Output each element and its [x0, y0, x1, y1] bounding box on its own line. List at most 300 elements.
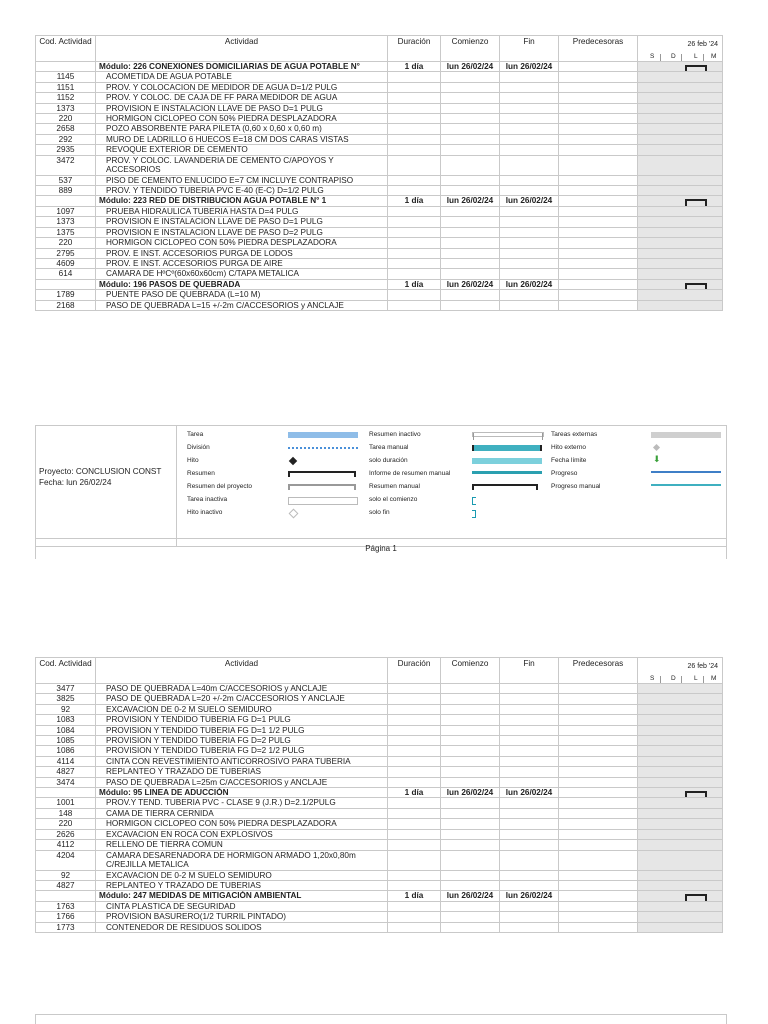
- summary-task-row[interactable]: [36, 196, 723, 206]
- task-predecessors: [559, 901, 638, 911]
- task-duration: [388, 238, 441, 248]
- task-duration: [388, 912, 441, 922]
- task-finish: [500, 227, 559, 237]
- task-finish: lun 26/02/24: [500, 62, 559, 72]
- task-finish: [500, 870, 559, 880]
- task-predecessors: [559, 196, 638, 206]
- task-duration: 1 día: [388, 62, 441, 72]
- task-finish: [500, 114, 559, 124]
- task-row[interactable]: [36, 134, 723, 144]
- task-start: lun 26/02/24: [441, 279, 500, 289]
- day-label: D: [671, 52, 676, 60]
- task-start: [441, 103, 500, 113]
- task-predecessors: [559, 912, 638, 922]
- task-start: [441, 227, 500, 237]
- task-id: 4112: [36, 840, 96, 850]
- task-predecessors: [559, 238, 638, 248]
- task-start: [441, 756, 500, 766]
- task-duration: [388, 103, 441, 113]
- gantt-chart-cell: [638, 124, 723, 134]
- task-id: 1151: [36, 82, 96, 92]
- task-duration: [388, 694, 441, 704]
- gantt-chart-cell: [638, 279, 723, 289]
- task-finish: [500, 798, 559, 808]
- gantt-chart-cell: [638, 290, 723, 300]
- task-duration: [388, 684, 441, 694]
- legend-label: solo duración: [369, 457, 408, 464]
- legend-label: Resumen: [187, 470, 215, 477]
- task-name: ACOMETIDA DE AGUA POTABLE: [96, 72, 388, 82]
- task-start: [441, 248, 500, 258]
- task-row[interactable]: [36, 840, 723, 850]
- task-finish: lun 26/02/24: [500, 788, 559, 798]
- task-finish: [500, 819, 559, 829]
- timescale-days: [638, 53, 722, 61]
- task-duration: [388, 186, 441, 196]
- task-row[interactable]: [36, 715, 723, 725]
- task-predecessors: [559, 175, 638, 185]
- task-id: 1375: [36, 227, 96, 237]
- summary-bar-icon: [288, 471, 356, 473]
- col-header-predecessors: Predecesoras: [559, 658, 638, 684]
- task-start: [441, 206, 500, 216]
- gantt-chart-cell: [638, 767, 723, 777]
- task-predecessors: [559, 736, 638, 746]
- task-finish: [500, 258, 559, 268]
- task-name: PROVISION E INSTALACION LLAVE DE PASO D=1 PULG: [96, 103, 388, 113]
- task-row[interactable]: [36, 248, 723, 258]
- project-date: Fecha: lun 26/02/24: [39, 478, 112, 487]
- task-row[interactable]: [36, 880, 723, 890]
- task-finish: [500, 269, 559, 279]
- external-tasks-bar-icon: [651, 432, 721, 438]
- task-id: [36, 788, 96, 798]
- task-duration: [388, 114, 441, 124]
- task-finish: [500, 238, 559, 248]
- task-finish: [500, 880, 559, 890]
- task-name: PROV.Y TEND. TUBERIA PVC - CLASE 9 (J.R.) D=2.1/2PULG: [96, 798, 388, 808]
- task-rows: [36, 684, 723, 933]
- task-predecessors: [559, 704, 638, 714]
- task-duration: [388, 227, 441, 237]
- manual-progress-line-icon: [651, 484, 721, 486]
- task-id: 2168: [36, 300, 96, 310]
- gantt-chart-cell: [638, 880, 723, 890]
- task-predecessors: [559, 269, 638, 279]
- task-predecessors: [559, 248, 638, 258]
- task-predecessors: [559, 114, 638, 124]
- task-row[interactable]: [36, 175, 723, 185]
- task-finish: [500, 217, 559, 227]
- task-row[interactable]: [36, 704, 723, 714]
- progress-line-icon: [651, 471, 721, 473]
- task-duration: [388, 798, 441, 808]
- task-name: EXCAVACION DE 0-2 M SUELO SEMIDURO: [96, 870, 388, 880]
- summary-task-row[interactable]: [36, 891, 723, 901]
- task-start: [441, 114, 500, 124]
- task-id: 614: [36, 269, 96, 279]
- task-finish: lun 26/02/24: [500, 279, 559, 289]
- task-duration: [388, 145, 441, 155]
- task-finish: [500, 124, 559, 134]
- task-row[interactable]: [36, 850, 723, 870]
- task-row[interactable]: [36, 290, 723, 300]
- legend-column-3: [551, 429, 741, 494]
- gantt-chart-cell: [638, 819, 723, 829]
- inactive-task-bar-icon: [288, 497, 358, 505]
- gantt-chart-cell: [638, 777, 723, 787]
- external-milestone-icon: [653, 444, 660, 451]
- task-id: 4827: [36, 767, 96, 777]
- gantt-chart-cell: [638, 206, 723, 216]
- summary-bar[interactable]: [685, 199, 707, 201]
- task-start: [441, 684, 500, 694]
- task-finish: [500, 704, 559, 714]
- task-row[interactable]: [36, 901, 723, 911]
- timescale-days: [638, 675, 722, 683]
- legend-label: Tarea manual: [369, 444, 409, 451]
- task-id: 148: [36, 808, 96, 818]
- task-row[interactable]: [36, 922, 723, 932]
- task-row[interactable]: [36, 725, 723, 735]
- milestone-diamond-icon: [289, 457, 297, 465]
- legend-label: Progreso: [551, 470, 578, 477]
- summary-task-row[interactable]: [36, 62, 723, 72]
- task-finish: [500, 145, 559, 155]
- task-start: [441, 155, 500, 175]
- task-duration: [388, 269, 441, 279]
- task-name: REPLANTEO Y TRAZADO DE TUBERIAS: [96, 767, 388, 777]
- gantt-chart-cell: [638, 196, 723, 206]
- task-name: HORMIGON CICLOPEO CON 50% PIEDRA DESPLAZADORA: [96, 819, 388, 829]
- task-predecessors: [559, 922, 638, 932]
- gantt-chart-cell: [638, 227, 723, 237]
- legend-label: Tarea: [187, 431, 204, 438]
- manual-task-bar-icon: [472, 445, 542, 451]
- task-row[interactable]: [36, 227, 723, 237]
- task-id: 889: [36, 186, 96, 196]
- legend-label: Hito externo: [551, 444, 587, 451]
- task-predecessors: [559, 227, 638, 237]
- task-duration: [388, 93, 441, 103]
- task-id: 92: [36, 704, 96, 714]
- summary-task-row[interactable]: [36, 788, 723, 798]
- task-duration: 1 día: [388, 788, 441, 798]
- task-finish: [500, 850, 559, 870]
- task-duration: [388, 300, 441, 310]
- task-row[interactable]: [36, 258, 723, 268]
- task-name: Módulo: 223 RED DE DISTRIBUCION AGUA POTABLE N° 1: [96, 196, 388, 206]
- task-predecessors: [559, 258, 638, 268]
- task-predecessors: [559, 134, 638, 144]
- legend-label: Resumen manual: [369, 483, 420, 490]
- task-row[interactable]: [36, 145, 723, 155]
- task-predecessors: [559, 891, 638, 901]
- task-predecessors: [559, 808, 638, 818]
- day-label: S: [650, 674, 655, 682]
- gantt-chart-cell: [638, 829, 723, 839]
- task-row[interactable]: [36, 819, 723, 829]
- task-start: [441, 819, 500, 829]
- task-name: PROVISION E INSTALACION LLAVE DE PASO D=2 PULG: [96, 227, 388, 237]
- task-finish: [500, 300, 559, 310]
- col-header-duration: Duración: [388, 658, 441, 684]
- legend-label: Informe de resumen manual: [369, 470, 451, 477]
- task-name: Módulo: 247 MEDIDAS DE MITIGACIÓN AMBIENTAL: [96, 891, 388, 901]
- summary-bar[interactable]: [685, 65, 707, 67]
- task-duration: [388, 922, 441, 932]
- legend-label: Progreso manual: [551, 483, 601, 490]
- day-label: S: [650, 52, 655, 60]
- deadline-arrow-icon: ⬇: [653, 454, 661, 464]
- task-start: [441, 134, 500, 144]
- task-id: 2658: [36, 124, 96, 134]
- task-row[interactable]: [36, 756, 723, 766]
- task-finish: [500, 82, 559, 92]
- task-id: 537: [36, 175, 96, 185]
- task-duration: [388, 704, 441, 714]
- gantt-chart-cell: [638, 145, 723, 155]
- task-name: Módulo: 196 PASOS DE QUEBRADA: [96, 279, 388, 289]
- task-name: PROVISION Y TENDIDO TUBERIA FG D=1 1/2 PULG: [96, 725, 388, 735]
- task-name: RELLENO DE TIERRA COMUN: [96, 840, 388, 850]
- task-name: CONTENEDOR DE RESIDUOS SOLIDOS: [96, 922, 388, 932]
- task-duration: [388, 715, 441, 725]
- task-row[interactable]: [36, 912, 723, 922]
- task-id: 3474: [36, 777, 96, 787]
- day-label: L: [694, 674, 698, 682]
- task-row[interactable]: [36, 300, 723, 310]
- gantt-chart-cell: [638, 725, 723, 735]
- task-row[interactable]: [36, 269, 723, 279]
- task-predecessors: [559, 819, 638, 829]
- task-id: 3477: [36, 684, 96, 694]
- task-duration: [388, 850, 441, 870]
- gantt-chart-cell: [638, 704, 723, 714]
- legend-label: Tarea inactiva: [187, 496, 228, 503]
- task-duration: [388, 767, 441, 777]
- timescale-date: 26 feb '24: [687, 663, 718, 670]
- inactive-summary-icon: [472, 432, 544, 437]
- task-start: [441, 767, 500, 777]
- task-predecessors: [559, 145, 638, 155]
- task-duration: [388, 290, 441, 300]
- task-row[interactable]: [36, 798, 723, 808]
- task-name: PROV. E INST. ACCESORIOS PURGA DE AIRE: [96, 258, 388, 268]
- task-id: 1145: [36, 72, 96, 82]
- task-predecessors: [559, 93, 638, 103]
- task-predecessors: [559, 880, 638, 890]
- task-id: 1373: [36, 103, 96, 113]
- legend-label: División: [187, 444, 210, 451]
- task-name: PASO DE QUEBRADA L=25m C/ACCESORIOS y ANCLAJE: [96, 777, 388, 787]
- col-header-id: Cod. Actividad: [36, 36, 96, 62]
- task-id: 1763: [36, 901, 96, 911]
- task-predecessors: [559, 798, 638, 808]
- start-only-icon: [472, 497, 476, 505]
- task-predecessors: [559, 777, 638, 787]
- task-id: 3825: [36, 694, 96, 704]
- task-duration: [388, 258, 441, 268]
- page-footer: [35, 538, 727, 559]
- gantt-chart-cell: [638, 248, 723, 258]
- task-finish: [500, 829, 559, 839]
- duration-only-bar-icon: [472, 458, 542, 464]
- task-predecessors: [559, 124, 638, 134]
- task-row[interactable]: [36, 114, 723, 124]
- task-start: [441, 736, 500, 746]
- gantt-table: [35, 657, 723, 933]
- task-id: 220: [36, 114, 96, 124]
- task-finish: [500, 186, 559, 196]
- task-rows: [36, 62, 723, 311]
- task-row[interactable]: [36, 155, 723, 175]
- task-row[interactable]: [36, 238, 723, 248]
- summary-task-row[interactable]: [36, 279, 723, 289]
- task-predecessors: [559, 788, 638, 798]
- task-finish: [500, 725, 559, 735]
- inactive-milestone-icon: [289, 509, 299, 519]
- task-start: [441, 300, 500, 310]
- task-duration: [388, 777, 441, 787]
- split-bar-icon: [288, 447, 358, 452]
- task-row[interactable]: [36, 767, 723, 777]
- task-name: REVOQUE EXTERIOR DE CEMENTO: [96, 145, 388, 155]
- gantt-chart-cell: [638, 258, 723, 268]
- task-finish: [500, 206, 559, 216]
- task-finish: [500, 901, 559, 911]
- task-name: PASO DE QUEBRADA L=40m C/ACCESORIOS y ANCLAJE: [96, 684, 388, 694]
- task-predecessors: [559, 82, 638, 92]
- gantt-chart-cell: [638, 808, 723, 818]
- task-name: EXCAVACION DE 0-2 M SUELO SEMIDURO: [96, 704, 388, 714]
- task-duration: [388, 756, 441, 766]
- task-start: [441, 880, 500, 890]
- summary-bar[interactable]: [685, 283, 707, 285]
- col-header-start: Comienzo: [441, 36, 500, 62]
- task-start: [441, 290, 500, 300]
- task-row[interactable]: [36, 103, 723, 113]
- task-start: [441, 777, 500, 787]
- gantt-page-2: [0, 622, 768, 1024]
- task-name: PROVISION Y TENDIDO TUBERIA FG D=2 1/2 PULG: [96, 746, 388, 756]
- task-id: [36, 196, 96, 206]
- task-bar-icon: [288, 432, 358, 438]
- task-predecessors: [559, 72, 638, 82]
- task-row[interactable]: [36, 124, 723, 134]
- gantt-chart-cell: [638, 269, 723, 279]
- task-finish: [500, 840, 559, 850]
- gantt-chart-cell: [638, 155, 723, 175]
- task-predecessors: [559, 725, 638, 735]
- task-predecessors: [559, 767, 638, 777]
- task-name: PISO DE CEMENTO ENLUCIDO E=7 CM INCLUYE CONTRAPISO: [96, 175, 388, 185]
- task-predecessors: [559, 715, 638, 725]
- task-row[interactable]: [36, 870, 723, 880]
- task-row[interactable]: [36, 684, 723, 694]
- task-predecessors: [559, 206, 638, 216]
- gantt-chart-cell: [638, 901, 723, 911]
- task-name: POZO ABSORBENTE PARA PILETA (0,60 x 0,60 x 0,60 m): [96, 124, 388, 134]
- task-start: [441, 269, 500, 279]
- task-finish: lun 26/02/24: [500, 196, 559, 206]
- timescale-date: 26 feb '24: [687, 41, 718, 48]
- task-row[interactable]: [36, 72, 723, 82]
- task-duration: [388, 880, 441, 890]
- task-predecessors: [559, 186, 638, 196]
- task-name: HORMIGON CICLOPEO CON 50% PIEDRA DESPLAZADORA: [96, 114, 388, 124]
- summary-bar[interactable]: [685, 894, 707, 896]
- task-row[interactable]: [36, 694, 723, 704]
- gantt-chart-cell: [638, 114, 723, 124]
- legend-label: Resumen inactivo: [369, 431, 421, 438]
- task-finish: [500, 736, 559, 746]
- gantt-chart-cell: [638, 300, 723, 310]
- task-predecessors: [559, 103, 638, 113]
- task-start: [441, 715, 500, 725]
- task-finish: [500, 746, 559, 756]
- task-duration: [388, 829, 441, 839]
- task-name: PROV. E INST. ACCESORIOS PURGA DE LODOS: [96, 248, 388, 258]
- task-row[interactable]: [36, 82, 723, 92]
- task-finish: lun 26/02/24: [500, 891, 559, 901]
- day-label: M: [711, 52, 717, 60]
- task-predecessors: [559, 279, 638, 289]
- legend-label: Resumen del proyecto: [187, 483, 253, 490]
- task-finish: [500, 777, 559, 787]
- task-name: PROVISION Y TENDIDO TUBERIA FG D=2 PULG: [96, 736, 388, 746]
- task-duration: [388, 901, 441, 911]
- task-row[interactable]: [36, 736, 723, 746]
- task-row[interactable]: [36, 186, 723, 196]
- task-name: CINTA PLASTICA DE SEGURIDAD: [96, 901, 388, 911]
- gantt-table: [35, 35, 723, 311]
- legend-label: solo el comienzo: [369, 496, 418, 503]
- task-row[interactable]: [36, 93, 723, 103]
- task-name: HORMIGON CICLOPEO CON 50% PIEDRA DESPLAZADORA: [96, 238, 388, 248]
- task-duration: [388, 155, 441, 175]
- task-predecessors: [559, 870, 638, 880]
- task-duration: 1 día: [388, 196, 441, 206]
- gantt-chart-cell: [638, 746, 723, 756]
- col-header-finish: Fin: [500, 658, 559, 684]
- task-id: 2626: [36, 829, 96, 839]
- task-row[interactable]: [36, 746, 723, 756]
- task-predecessors: [559, 684, 638, 694]
- project-summary-bar-icon: [288, 484, 356, 486]
- task-duration: [388, 72, 441, 82]
- task-row[interactable]: [36, 829, 723, 839]
- task-start: [441, 93, 500, 103]
- summary-bar[interactable]: [685, 791, 707, 793]
- gantt-chart-cell: [638, 103, 723, 113]
- task-row[interactable]: [36, 206, 723, 216]
- gantt-chart-cell: [638, 850, 723, 870]
- task-row[interactable]: [36, 217, 723, 227]
- task-duration: [388, 82, 441, 92]
- task-row[interactable]: [36, 777, 723, 787]
- task-name: CAMA DE TIERRA CERNIDA: [96, 808, 388, 818]
- task-id: 1773: [36, 922, 96, 932]
- task-id: 1152: [36, 93, 96, 103]
- task-row[interactable]: [36, 808, 723, 818]
- legend-project-info: [39, 466, 161, 488]
- col-header-start: Comienzo: [441, 658, 500, 684]
- task-id: 1001: [36, 798, 96, 808]
- task-id: 3472: [36, 155, 96, 175]
- task-id: 1373: [36, 217, 96, 227]
- col-header-predecessors: Predecesoras: [559, 36, 638, 62]
